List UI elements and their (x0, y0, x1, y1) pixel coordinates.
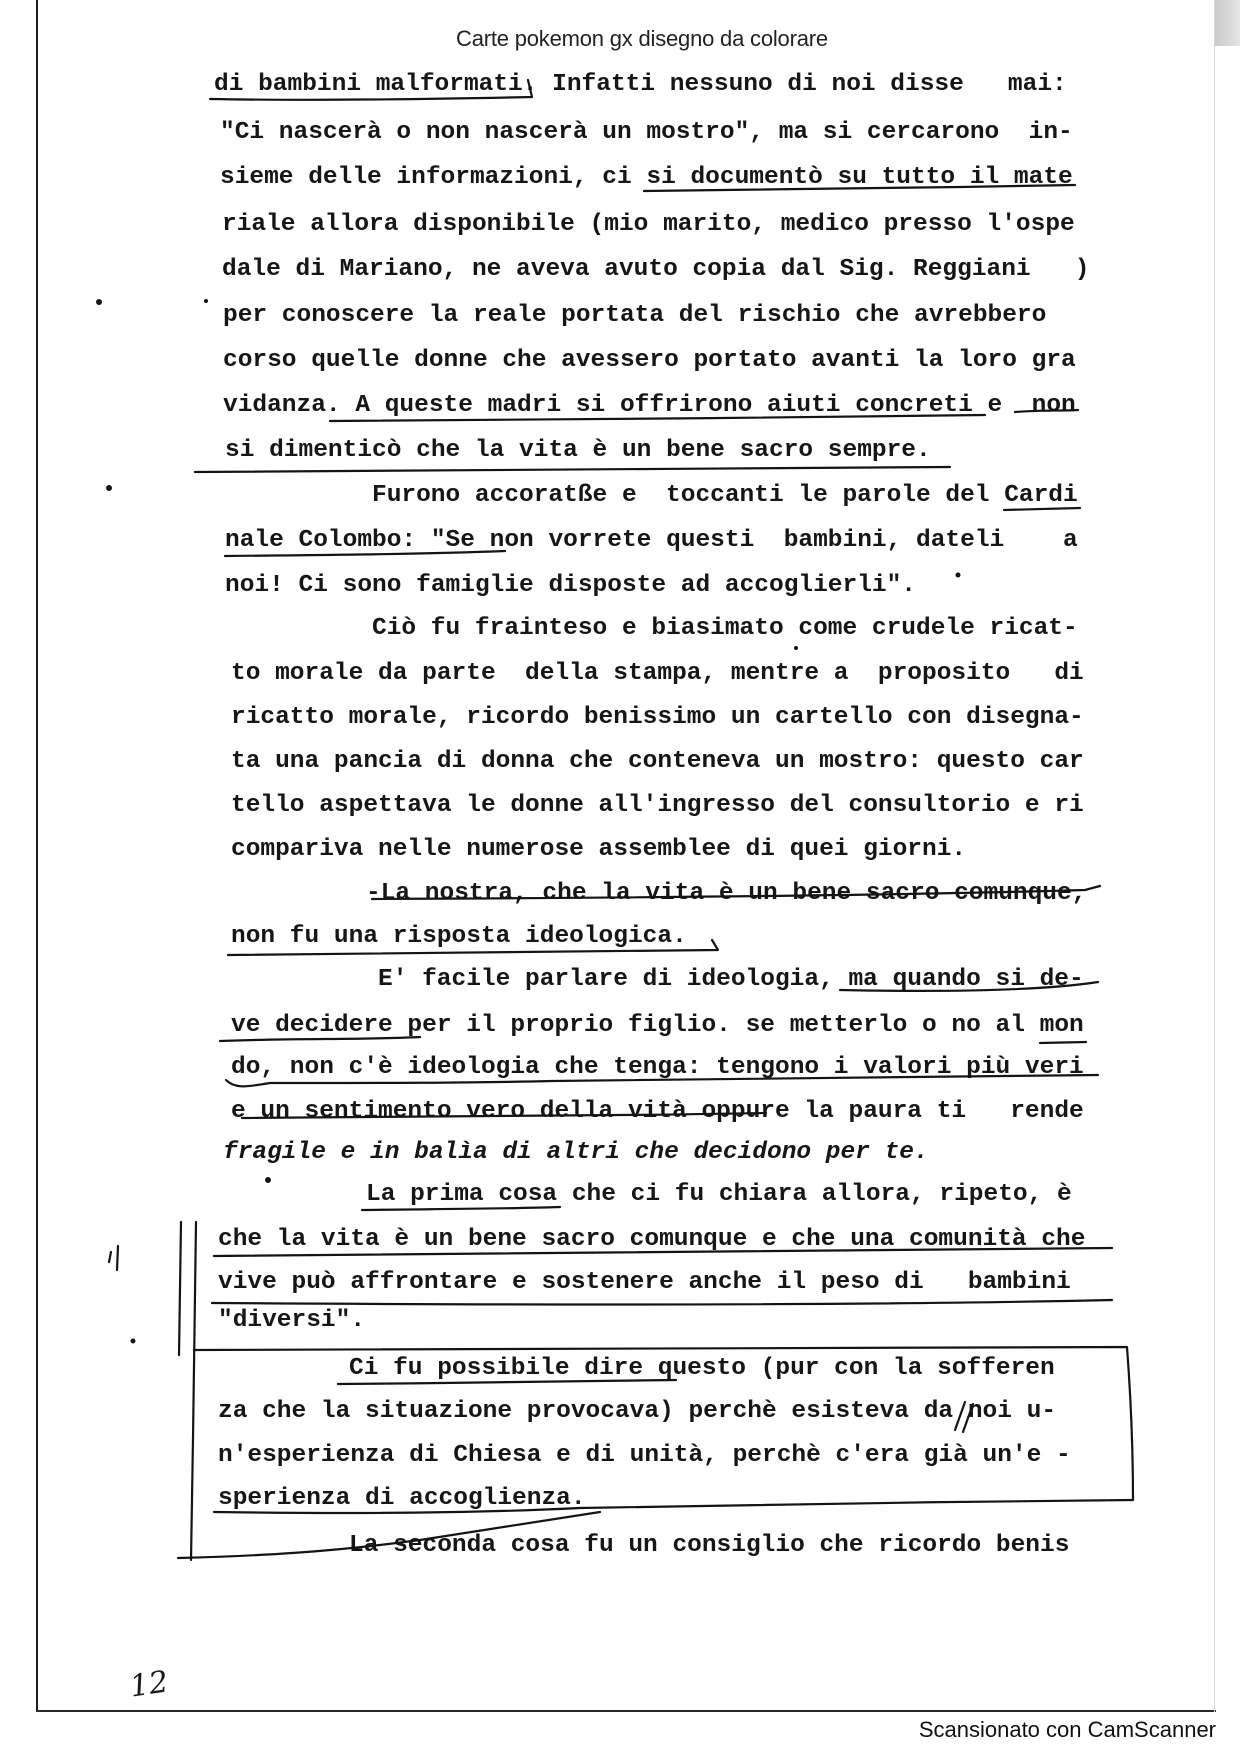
page-title: Carte pokemon gx disegno da colorare (456, 26, 828, 51)
scan-edge-bottom (36, 1710, 1216, 1712)
margin-mark (109, 1252, 111, 1262)
text-line: compariva nelle numerose assemblee di quei giorni. (231, 836, 967, 863)
margin-bracket (179, 1222, 181, 1355)
text-line: nale Colombo: "Se non vorrete questi bambini, dateli a (225, 527, 1078, 554)
pen-underline (212, 1300, 1112, 1305)
margin-dot (96, 299, 102, 305)
pen-underline (195, 467, 950, 472)
text-line: corso quelle donne che avessero portato avanti la loro gra (223, 347, 1076, 374)
text-line: La seconda cosa fu un consiglio che ricordo benis (349, 1532, 1070, 1559)
margin-dot (265, 1177, 271, 1183)
text-line: n'esperienza di Chiesa e di unità, perchè c'era già un'e - (218, 1442, 1071, 1469)
text-line: Furono accoratße e toccanti le parole del Cardi (372, 482, 1078, 509)
text-line: che la vita è un bene sacro comunque e che una comunità che (218, 1226, 1086, 1253)
text-line: ve decidere per il proprio figlio. se metterlo o no al mon (231, 1012, 1084, 1039)
margin-dot (106, 485, 112, 491)
text-line: Ciò fu frainteso e biasimato come crudele ricat- (372, 615, 1078, 642)
text-line: do, non c'è ideologia che tenga: tengono i valori più veri (231, 1054, 1084, 1081)
scan-edge-left (36, 0, 38, 1712)
margin-dot (794, 646, 798, 650)
text-line: non fu una risposta ideologica. (231, 923, 687, 950)
text-line: "diversi". (218, 1307, 366, 1334)
text-line: fragile e in balìa di altri che decidono per te. (223, 1139, 929, 1166)
margin-dot (956, 573, 961, 578)
text-line: "Ci nascerà o non nascerà un mostro", ma si cercarono in- (220, 119, 1073, 146)
scanner-watermark: Scansionato con CamScanner (918, 1717, 1216, 1742)
text-line: za che la situazione provocava) perchè esisteva da noi u- (218, 1398, 1057, 1425)
text-line: sieme delle informazioni, ci si documentò su tutto il mate (220, 164, 1073, 191)
text-line: e un sentimento vero della vità oppure la paura ti rende (231, 1098, 1084, 1125)
text-line: di bambini malformati. Infatti nessuno di noi disse mai: (214, 71, 1067, 98)
text-line: -La nostra, che la vita è un bene sacro comunque, (366, 880, 1087, 907)
margin-bracket (191, 1222, 196, 1560)
text-line: E' facile parlare di ideologia, ma quando si de- (378, 966, 1084, 993)
text-line: vidanza. A queste madri si offrirono aiuti concreti e non (223, 392, 1076, 419)
pen-underline (1040, 1042, 1086, 1043)
text-line: ricatto morale, ricordo benissimo un cartello con disegna- (231, 704, 1084, 731)
handwritten-page-number: 12 (127, 1664, 171, 1705)
text-line: dale di Mariano, ne aveva avuto copia dal Sig. Reggiani ) (222, 256, 1090, 283)
scan-shadow (1215, 0, 1240, 46)
margin-dot (204, 299, 208, 303)
text-line: si dimenticò che la vita è un bene sacro sempre. (225, 437, 931, 464)
text-line: sperienza di accoglienza. (218, 1485, 586, 1512)
scan-edge-right (1214, 0, 1215, 1712)
text-line: tello aspettava le donne all'ingresso del consultorio e ri (231, 792, 1084, 819)
text-line: vive può affrontare e sostenere anche il peso di bambini (218, 1269, 1071, 1296)
text-line: Ci fu possibile dire questo (pur con la sofferen (349, 1355, 1055, 1382)
text-line: La prima cosa che ci fu chiara allora, ripeto, è (366, 1181, 1072, 1208)
text-line: ta una pancia di donna che conteneva un mostro: questo car (231, 748, 1084, 775)
text-line: per conoscere la reale portata del rischio che avrebbero (223, 302, 1047, 329)
margin-mark (117, 1246, 118, 1270)
text-line: riale allora disponibile (mio marito, medico presso l'ospe (222, 211, 1075, 238)
text-line: noi! Ci sono famiglie disposte ad accoglierli". (225, 572, 917, 599)
text-line: to morale da parte della stampa, mentre a proposito di (231, 660, 1084, 687)
margin-dot (131, 1339, 136, 1344)
